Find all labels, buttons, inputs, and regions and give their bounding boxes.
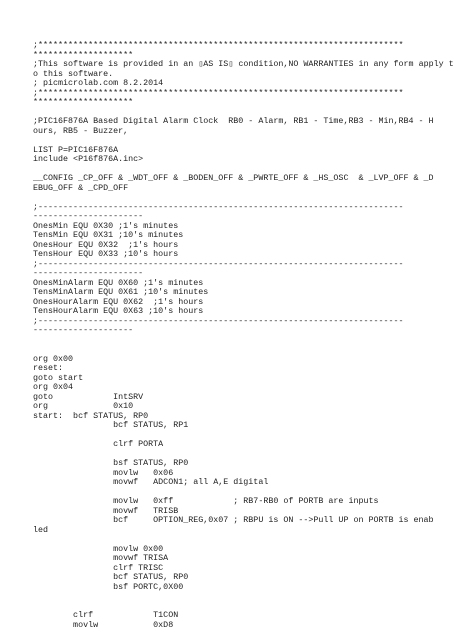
source-code-listing (33, 40, 454, 630)
code-line: bcf OPTION_REG,0x07 ; RBPU is ON -->Pull UP on PORTB is enab (33, 515, 434, 525)
code-line: ;PIC16F876A Based Digital Alarm Clock RB0 - Alarm, RB1 - Time,RB3 - Min,RB4 - H (33, 116, 434, 126)
code-line: bcf STATUS, RP0 (33, 572, 189, 582)
code-line: TensMinAlarm EQU 0X61 ;10's minutes (33, 287, 209, 297)
code-line: start: bcf STATUS, RP0 (33, 410, 149, 421)
code-line: movwf TRISB (33, 505, 179, 516)
code-line: org 0x04 (33, 382, 74, 392)
code-line: org 0x10 (33, 401, 134, 411)
code-line: OnesMin EQU 0X30 ;1's minutes (33, 220, 179, 231)
code-line: TensMin EQU 0X31 ;10's minutes (33, 230, 184, 240)
code-line: ******************** (33, 97, 134, 107)
code-line: led (33, 524, 49, 535)
code-line: ---------------------- (33, 268, 144, 278)
code-line: TensHour EQU 0X33 ;10's hours (33, 249, 179, 259)
code-line: ;************************************************************************* (33, 40, 404, 50)
code-line: movlw 0xff ; RB7-RB0 of PORTB are inputs (33, 496, 379, 506)
code-line: bsf PORTC,0X00 (33, 581, 184, 592)
code-line: ******************** (33, 49, 134, 60)
code-line: TensHourAlarm EQU 0X63 ;10's hours (33, 306, 204, 316)
code-line: ours, RB5 - Buzzer, (33, 125, 129, 136)
code-line: org 0x00 (33, 353, 74, 364)
code-line: movwf ADCON1; all A,E digital (33, 477, 269, 487)
code-line: goto start (33, 372, 84, 383)
code-line (33, 336, 443, 346)
code-line: include <P16f876A.inc> (33, 154, 144, 164)
code-line: o this software. (33, 68, 114, 79)
code-line: OnesMinAlarm EQU 0X60 ;1's minutes (33, 277, 204, 288)
code-line: bcf STATUS, RP1 (33, 420, 189, 430)
code-line: ;------------------------------------------------------------------------- (33, 258, 404, 269)
code-line: ;------------------------------------------------------------------------- (33, 201, 404, 212)
code-line: EBUG_OFF & _CPD_OFF (33, 182, 129, 193)
code-line: reset: (33, 363, 64, 373)
code-line (33, 345, 443, 355)
code-line: movlw 0x00 (33, 543, 164, 554)
code-line: LIST P=PIC16F876A (33, 144, 119, 155)
code-line: ; picmicrolab.com 8.2.2014 (33, 78, 164, 88)
code-line: OnesHour EQU 0X32 ;1's hours (33, 239, 179, 250)
code-line: clrf T1CON (33, 610, 179, 620)
code-line: ;------------------------------------------------------------------------- (33, 315, 404, 326)
code-line: ;************************************************************************* (33, 87, 404, 98)
code-line: bsf STATUS, RP0 (33, 458, 189, 468)
code-line: -------------------- (33, 325, 134, 335)
code-line: clrf TRISC (33, 562, 164, 573)
code-line: movlw 0x06 (33, 467, 174, 478)
code-line: clrf PORTA (33, 439, 164, 449)
code-line (33, 592, 443, 602)
code-line: goto IntSRV (33, 391, 144, 402)
code-line: ---------------------- (33, 211, 144, 221)
code-line: movwf TRISA (33, 553, 169, 563)
code-line: movlw 0xD8 (33, 619, 174, 630)
code-line: OnesHourAlarm EQU 0X62 ;1's hours (33, 296, 204, 307)
code-line: ;This software is provided in an ▯AS IS▯ condition,NO WARRANTIES in any form apply t (33, 59, 454, 69)
code-line: __CONFIG _CP_OFF & _WDT_OFF & _BODEN_OFF & _PWRTE_OFF & _HS_OSC & _LVP_OFF & _D (33, 173, 434, 183)
